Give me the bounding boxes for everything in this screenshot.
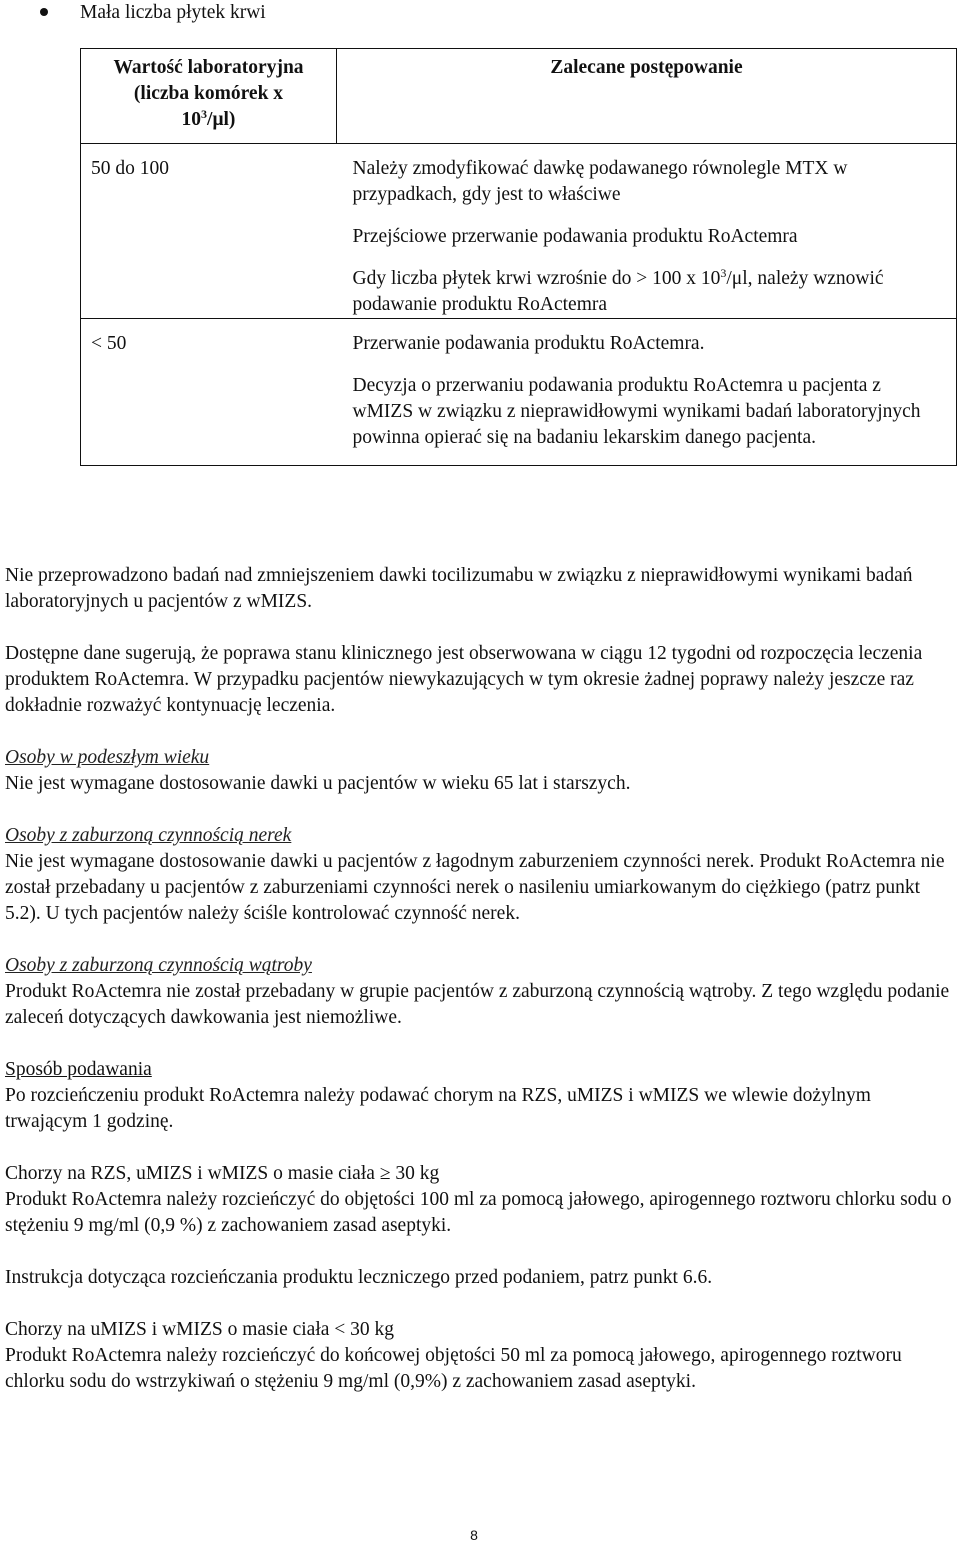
recommendation-sup: 3 bbox=[720, 266, 727, 280]
row-value: 50 do 100 bbox=[81, 144, 337, 319]
header-lab-value-line1: Wartość laboratoryjna bbox=[113, 57, 304, 78]
section-weight-lt30 bbox=[5, 1317, 955, 1395]
section-administration bbox=[5, 1057, 955, 1135]
table-row bbox=[81, 144, 957, 319]
section-weight-ge30 bbox=[5, 1161, 955, 1239]
section-text-weight-ge30: Produkt RoActemra należy rozcieńczyć do objętości 100 ml za pomocą jałowego, apirogennego roztworu chlorku sodu o stężeniu 9 mg/ml (0,9 %) z zachowaniem zasad aseptyki. bbox=[5, 1189, 952, 1236]
section-heading-weight-lt30: Chorzy na uMIZS i wMIZS o masie ciała < 30 kg bbox=[5, 1319, 395, 1340]
section-text-weight-lt30: Produkt RoActemra należy rozcieńczyć do końcowej objętości 50 ml za pomocą jałowego, apirogennego roztworu chlorku sodu do wstrzykiwań o stężeniu 9 mg/ml (0,9%) z zachowaniem zasad aseptyki. bbox=[5, 1345, 902, 1392]
lab-values-table bbox=[80, 48, 957, 466]
section-text-hepatic: Produkt RoActemra nie został przebadany w grupie pacjentów z zaburzoną czynnością wątroby. Z tego względu podanie zaleceń dotyczących dawkowania jest niemożliwe. bbox=[5, 981, 950, 1028]
paragraph-dose-reduction: Nie przeprowadzono badań nad zmniejszeniem dawki tocilizumabu w związku z nieprawidłowymi wynikami badań laboratoryjnych u pacjentów z wMIZS. bbox=[5, 565, 913, 612]
bullet-dot-icon bbox=[40, 8, 48, 16]
header-lab-value-base: 10 bbox=[181, 109, 202, 130]
bullet-text: Mała liczba płytek krwi bbox=[80, 2, 266, 23]
row-recommendations bbox=[337, 144, 957, 319]
section-text-elderly: Nie jest wymagane dostosowanie dawki u pacjentów w wieku 65 lat i starszych. bbox=[5, 773, 631, 794]
section-heading-administration: Sposób podawania bbox=[5, 1059, 152, 1080]
document-body bbox=[5, 563, 955, 1421]
recommendation-text bbox=[353, 266, 947, 318]
header-recommendation: Zalecane postępowanie bbox=[337, 49, 957, 144]
section-heading-renal: Osoby z zaburzoną czynnością nerek bbox=[5, 825, 292, 846]
section-text-administration: Po rozcieńczeniu produkt RoActemra należy podawać chorym na RZS, uMIZS i wMIZS we wlewie dożylnym trwającym 1 godzinę. bbox=[5, 1085, 871, 1132]
recommendation-part1: Gdy liczba płytek krwi wzrośnie do > 100 x 10 bbox=[352, 268, 721, 289]
paragraph-dilution-instruction: Instrukcja dotycząca rozcieńczania produktu leczniczego przed podaniem, patrz punkt 6.6. bbox=[5, 1267, 713, 1288]
section-elderly bbox=[5, 745, 955, 797]
table-row bbox=[81, 319, 957, 466]
table-header-row bbox=[81, 49, 957, 144]
recommendation-part2: /μl, należy wznowić podawanie produktu RoActemra bbox=[352, 268, 884, 315]
header-lab-value bbox=[81, 49, 337, 144]
recommendation-text: Przerwanie podawania produktu RoActemra. bbox=[352, 333, 705, 354]
header-lab-value-unit: /μl) bbox=[207, 109, 236, 130]
section-heading-elderly: Osoby w podeszłym wieku bbox=[5, 747, 210, 768]
recommendation-text: Decyzja o przerwaniu podawania produktu RoActemra u pacjenta z wMIZS w związku z nieprawidłowymi wynikami badań laboratoryjnych powinna opierać się na badaniu lekarskim danego pacjenta. bbox=[352, 375, 921, 448]
section-text-renal: Nie jest wymagane dostosowanie dawki u pacjentów z łagodnym zaburzeniem czynności nerek. Produkt RoActemra nie został przebadany u pacjentów z zaburzeniami czynności nerek o nasileniu umiarkowanym do ciężkiego (patrz punkt 5.2). U tych pacjentów należy ściśle kontrolować czynność nerek. bbox=[5, 851, 945, 924]
recommendation-text: Należy zmodyfikować dawkę podawanego równolegle MTX w przypadkach, gdy jest to właściwe bbox=[352, 158, 848, 205]
recommendation-text: Przejściowe przerwanie podawania produktu RoActemra bbox=[352, 226, 798, 247]
section-heading-hepatic: Osoby z zaburzoną czynnością wątroby bbox=[5, 955, 312, 976]
section-hepatic bbox=[5, 953, 955, 1031]
row-value: < 50 bbox=[81, 319, 337, 466]
section-heading-weight-ge30: Chorzy na RZS, uMIZS i wMIZS o masie ciała ≥ 30 kg bbox=[5, 1163, 440, 1184]
paragraph-clinical-improvement: Dostępne dane sugerują, że poprawa stanu klinicznego jest obserwowana w ciągu 12 tygodni od rozpoczęcia leczenia produktem RoActemra. W przypadku pacjentów niewykazujących w tym okresie żadnej poprawy należy jeszcze raz dokładnie rozważyć kontynuację leczenia. bbox=[5, 643, 923, 716]
header-lab-value-sup: 3 bbox=[201, 107, 208, 121]
section-renal bbox=[5, 823, 955, 927]
header-lab-value-line2: (liczba komórek x bbox=[133, 83, 284, 104]
row-recommendations bbox=[337, 319, 957, 466]
page-number: 8 bbox=[470, 1527, 478, 1543]
